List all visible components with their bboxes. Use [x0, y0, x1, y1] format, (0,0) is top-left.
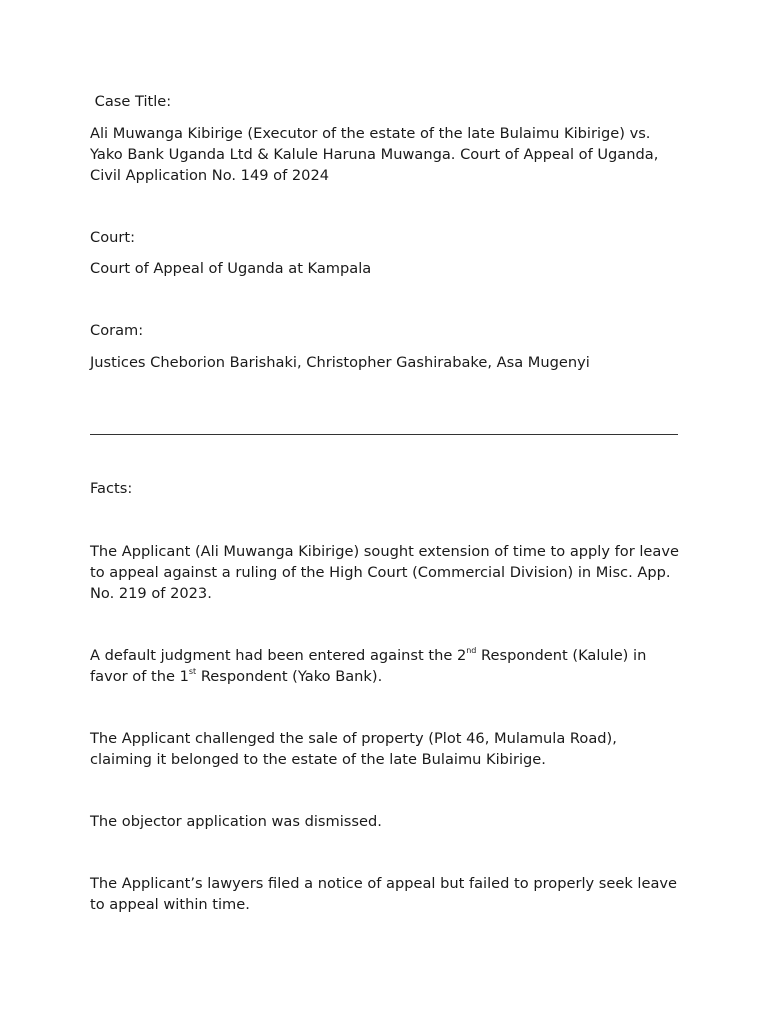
case-title-value: Ali Muwanga Kibirige (Executor of the estate of the late Bulaimu Kibirige) vs. Yako Bank Uganda Ltd & Kalule Haruna Muwanga. Court of Appeal of Uganda, Civil Application No. 149 of 2024 [90, 125, 659, 184]
facts-paragraph-5: The Applicant’s lawyers filed a notice of appeal but failed to properly seek leave to appeal within time. [90, 875, 678, 913]
facts-paragraph-3: The Applicant challenged the sale of property (Plot 46, Mulamula Road), claiming it belonged to the estate of the late Bulaimu Kibirige. [90, 730, 617, 768]
facts-paragraph-2 [90, 645, 680, 687]
facts-paragraph-2-text-3: Respondent (Yako Bank). [196, 668, 383, 685]
case-title-label: Case Title: [90, 93, 172, 110]
coram-label: Coram: [90, 322, 144, 339]
facts-paragraph-2-text-2: Respondent (Kalule) in favor of the 1 [90, 647, 647, 685]
facts-paragraph-1: The Applicant (Ali Muwanga Kibirige) sought extension of time to apply for leave to appeal against a ruling of the High Court (Commercial Division) in Misc. App. No. 219 of 2023. [90, 543, 679, 602]
court-value: Court of Appeal of Uganda at Kampala [90, 260, 372, 277]
facts-paragraph-4: The objector application was dismissed. [90, 813, 382, 830]
facts-heading: Facts: [90, 480, 133, 497]
court-label: Court: [90, 229, 136, 246]
ordinal-suffix-st: st [188, 667, 197, 677]
horizontal-divider [90, 434, 678, 435]
facts-paragraph-2-text-1: A default judgment had been entered against the 2 [90, 647, 467, 664]
coram-value: Justices Cheborion Barishaki, Christopher Gashirabake, Asa Mugenyi [90, 354, 590, 371]
ordinal-suffix-nd: nd [466, 646, 477, 656]
